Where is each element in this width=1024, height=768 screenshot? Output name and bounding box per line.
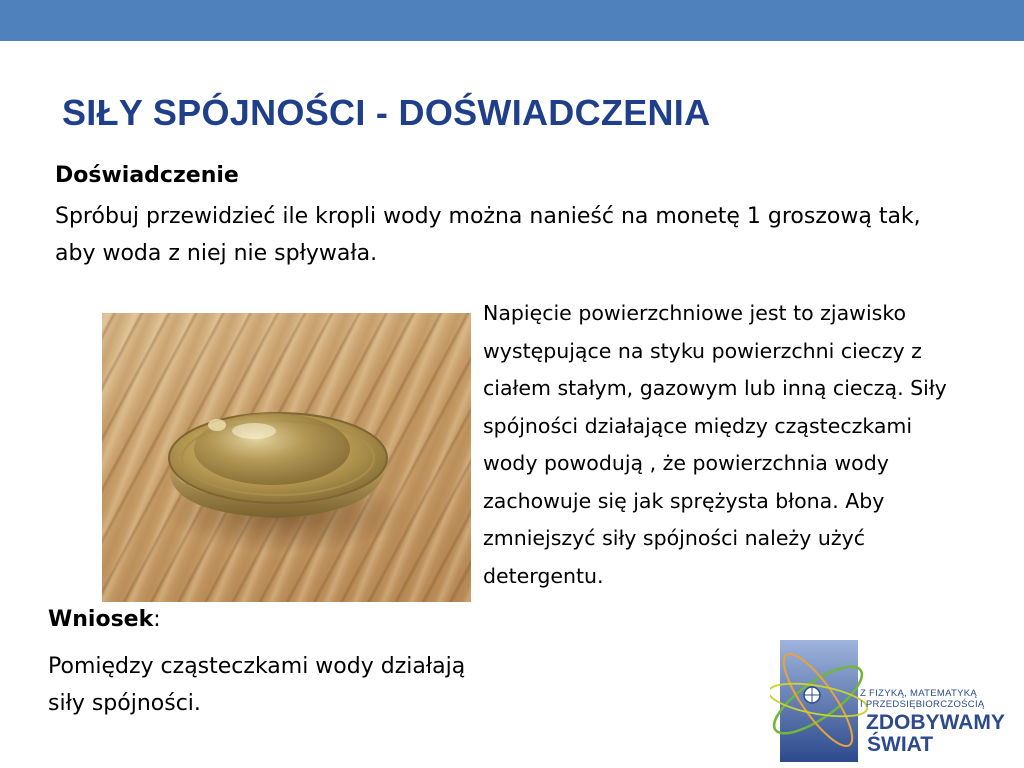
conclusion-label: Wniosek xyxy=(48,607,154,632)
top-bar xyxy=(0,0,1024,41)
water-highlight xyxy=(232,423,276,439)
experiment-heading: Doświadczenie xyxy=(55,163,239,188)
coin-image xyxy=(102,313,471,602)
logo-tagline-2: I PRZEDSIĘBIORCZOŚCIĄ xyxy=(860,699,985,710)
slide-title: SIŁY SPÓJNOŚCI - DOŚWIADCZENIA xyxy=(62,92,711,133)
surface-tension-description: Napięcie powierzchniowe jest to zjawisko występujące na styku powierzchni cieczy z ciałem stałym, gazowym lub inną cieczą. Siły spójności działające między cząsteczkami wody powodują , że powierzchnia wody zachowuje się jak sprężysta błona. Aby zmniejszyć siły spójności należy użyć detergentu. xyxy=(483,301,947,588)
conclusion-text: Pomiędzy cząsteczkami wody działają siły spójności. xyxy=(48,654,466,716)
experiment-text: Spróbuj przewidzieć ile kropli wody można nanieść na monetę 1 groszową tak, aby woda z niej nie spływała. xyxy=(55,204,921,266)
logo-tagline-1: Z FIZYKĄ, MATEMATYKĄ xyxy=(860,688,978,699)
logo-wordmark-2: ŚWIAT xyxy=(867,733,934,756)
small-drop xyxy=(208,419,226,431)
logo-wordmark-1: ZDOBYWAMY xyxy=(866,711,1005,734)
conclusion-heading xyxy=(48,607,161,632)
conclusion-colon: : xyxy=(153,607,161,632)
coin-photo xyxy=(102,313,471,602)
project-logo xyxy=(770,625,1024,765)
